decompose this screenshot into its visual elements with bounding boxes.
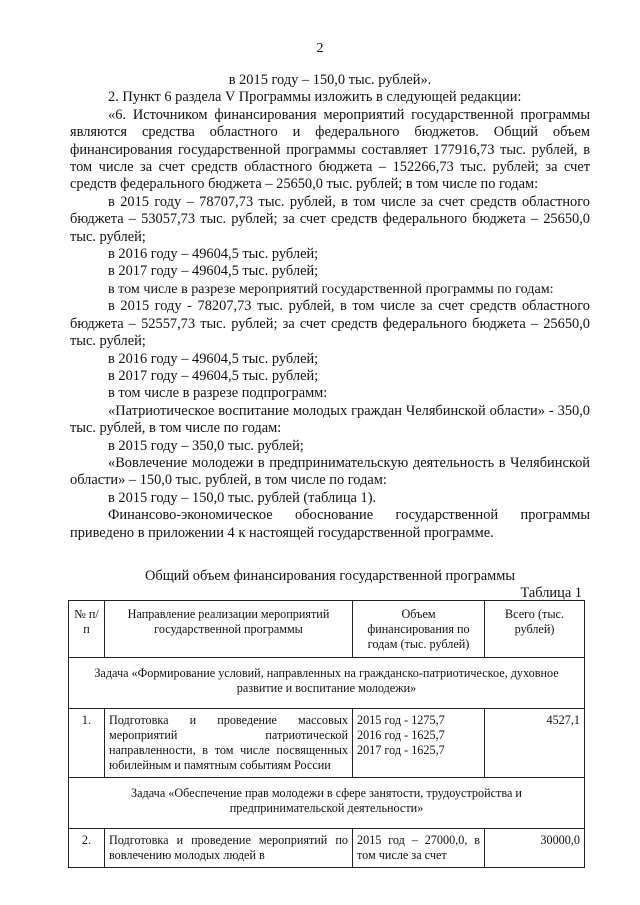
page-number: 2 bbox=[316, 41, 324, 56]
paragraph: в 2015 году – 150,0 тыс. рублей (таблица 1). bbox=[108, 489, 377, 506]
table-header-row bbox=[69, 601, 585, 658]
paragraph: «Вовлечение молодежи в предпринимательскую деятельность в Челябинской области» – 150,0 тыс. рублей, в том числе по годам: bbox=[70, 454, 590, 489]
task-row bbox=[69, 658, 585, 709]
table-row bbox=[69, 829, 585, 868]
header-volume: Объем финансирования по годам (тыс. рублей) bbox=[353, 601, 485, 658]
paragraph: «Патриотическое воспитание молодых граждан Челябинской области» - 350,0 тыс. рублей, в том числе по годам: bbox=[70, 402, 590, 437]
row-num: 1. bbox=[69, 709, 105, 778]
table-row bbox=[69, 709, 585, 778]
year-line: 2017 год - 1625,7 bbox=[357, 743, 445, 757]
paragraph: в 2017 году – 49604,5 тыс. рублей; bbox=[108, 367, 319, 384]
paragraph: в том числе в разрезе мероприятий государственной программы по годам: bbox=[108, 280, 554, 297]
year-line: 2015 год - 1275,7 bbox=[357, 713, 445, 727]
header-total: Всего (тыс. рублей) bbox=[485, 601, 585, 658]
paragraph: «6. Источником финансирования мероприятий государственной программы являются средства областного и федерального бюджетов. Общий объем финансирования государственной программы составляет 177916,73 тыс. рублей, в том числе за счет средств областного бюджета – 152266,73 тыс. рублей; за счет средств федерального бюджета – 25650,0 тыс. рублей; в том числе по годам: bbox=[70, 106, 590, 193]
task-row bbox=[69, 778, 585, 829]
task-1: Задача «Формирование условий, направленных на гражданско-патриотическое, духовное развитие и воспитание молодежи» bbox=[69, 658, 585, 709]
row-volume: 2015 год – 27000,0, в том числе за счет bbox=[353, 829, 485, 868]
body-text bbox=[70, 72, 590, 542]
paragraph: в 2017 году – 49604,5 тыс. рублей; bbox=[108, 263, 319, 280]
row-years bbox=[353, 709, 485, 778]
paragraph: в 2015 году – 78707,73 тыс. рублей, в том числе за счет средств областного бюджета – 53057,73 тыс. рублей; за счет средств федерального бюджета – 25650,0 тыс. рублей; bbox=[70, 193, 590, 245]
paragraph: в 2015 году – 150,0 тыс. рублей». bbox=[228, 72, 432, 88]
row-direction: Подготовка и проведение мероприятий по вовлечению молодых людей в bbox=[105, 829, 353, 868]
row-direction: Подготовка и проведение массовых мероприятий патриотической направленности, в том числе посвященных юбилейным и памятным событиям России bbox=[105, 709, 353, 778]
table-caption: Общий объем финансирования государственной программы bbox=[144, 568, 515, 584]
table-label: Таблица 1 bbox=[520, 585, 582, 601]
row-total: 4527,1 bbox=[485, 709, 585, 778]
paragraph: 2. Пункт 6 раздела V Программы изложить в следующей редакции: bbox=[108, 89, 522, 106]
paragraph: в 2016 году – 49604,5 тыс. рублей; bbox=[108, 246, 319, 263]
row-total: 30000,0 bbox=[485, 829, 585, 868]
task-2: Задача «Обеспечение прав молодежи в сфере занятости, трудоустройства и предпринимательской деятельности» bbox=[69, 778, 585, 829]
row-num: 2. bbox=[69, 829, 105, 868]
header-direction: Направление реализации мероприятий государственной программы bbox=[105, 601, 353, 658]
paragraph: в 2016 году – 49604,5 тыс. рублей; bbox=[108, 350, 319, 367]
financing-table bbox=[68, 600, 585, 868]
paragraph: Финансово-экономическое обоснование государственной программы приведено в приложении 4 к настоящей государственной программе. bbox=[70, 507, 590, 541]
header-num: № п/п bbox=[69, 601, 105, 658]
paragraph: в том числе в разрезе подпрограмм: bbox=[108, 385, 328, 402]
year-line: 2016 год - 1625,7 bbox=[357, 728, 445, 742]
paragraph: в 2015 году - 78207,73 тыс. рублей, в том числе за счет средств областного бюджета – 52557,73 тыс. рублей; за счет средств федерального бюджета – 25650,0 тыс. рублей; bbox=[70, 298, 590, 350]
paragraph: в 2015 году – 350,0 тыс. рублей; bbox=[108, 437, 304, 454]
